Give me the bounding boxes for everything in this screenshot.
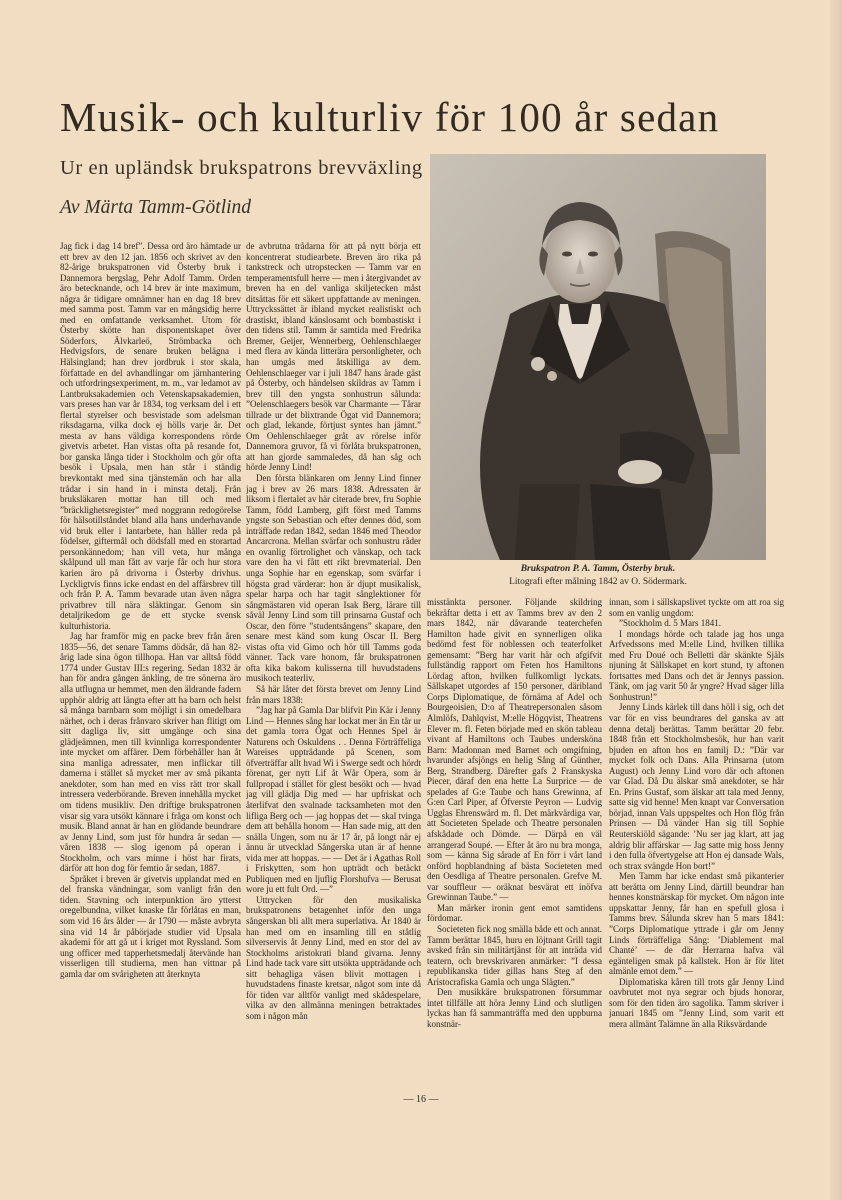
text-column-4 <box>609 597 784 1092</box>
paragraph: Jenny Linds kärlek till dans höll i sig, och det var för en viss beundrares del ganska av att denna detalj berättas. Tamm berättar 20 febr. 1848 från ett Stockholmsbesök, hur han varit bjuden en afton hos en familj D.: ”Där var mycket folk och Dans. Alla Prinsarna (utom August) och Jenny Lind voro där och aftonen var Glad. Då Du älskar små anekdoter, se här En. Prins Gustaf, som älskar att tala med Jenny, satte sig vid henne! Men knapt var Conversation börjad, innan Vals uppspeltes och Hon flög från Prinsen — Då vänder Han sig till Sophie Reuterskiöld sägande: ’Nu ser jag klart, att jag aldrig blir affärskar — Jag satte mig hoss Jenny i den fulla öfvertygelse att Hon ej dansade Wals, och strax svängde Hon bort!” <box>609 702 784 871</box>
paragraph: Diplomatiska kåren till trots går Jenny Lind oavbrutet mot nya segrar och bjuds honorar, som för den tiden äro sagolika. Tamm skriver i januari 1845 om ”Jenny Lind, som varit ett mera allmänt Talämne än alla Riksvärdande <box>609 976 784 1029</box>
paragraph: innan, som i sällskapslivet tyckte om att roa sig som en vanlig ungdom: <box>609 597 784 618</box>
paragraph: ”Stockholm d. 5 Mars 1841. <box>619 618 721 629</box>
paragraph: ”Jag har på Gamla Dar blifvit Pin Kär i Jenny Lind — Hennes sång har lockat mer än En tår ur det gamla torra Ögat och Hennes Spel är Naturens och Oskuldens . . Denna Förträffeliga Wareises uppträdande på Scenen, som öfverträffar allt hvad Wi i Swerge sedt och hördt förenat, ger nytt Lif åt Wår Opera, som är fullpropad i stället för glest besökt och — hvad jag vill glädja Dig med — har upfriskat och återlifvat den svalnade tacksamheten mot den lifliga Berg och — jag hoppas det — skal tvinga dem att behålla honom — Han sade mig, att den snälla Ungen, som nu är 17 år, på longt när ej ännu är utvecklad Sångerska utan är af henne vida mer att hoppas. — — Det är i Agathas Roll i Friskytten, som hon upträdt och betäckt Publiquen med en ljuflig Florshufva — Berusat wore ju ett fult Ord. —” <box>246 705 421 895</box>
paragraph: Man märker ironin gent emot samtidens fördomar. <box>427 902 602 924</box>
paragraph: Societeten fick nog smälla både ett och annat. Tamm berättar 1845, huru en löjtnant Grill tagit avsked från sin militärtjänst för att inträda vid teatern, och brevskrivaren anmärker: ”I dessa republikanska tider gillas hans Steg af den Aristocrafiska Gamla och unga Slägten.” <box>427 923 602 987</box>
portrait-illustration <box>430 154 766 560</box>
paragraph: I mondags hörde och talade jag hos unga Arfvedssons med M:elle Lind, hvilken tillika med Fru Doué och Belletti där skänkte Själs njuning åt Sällskapet en kort stund, ty aftonen fortsattes med Dans och det är Jennys passion. Tänk, om jag varit 50 år yngre? Hvad säger lilla Sonhustrun!” <box>609 628 784 702</box>
portrait-caption <box>430 563 766 589</box>
article-subtitle: Ur en upländsk brukspatrons brevväxling <box>60 157 423 179</box>
text-column-1 <box>60 241 241 1092</box>
caption-credit: Litografi efter målning 1842 av O. Södermark. <box>509 577 687 587</box>
paragraph: Så här låter det första brevet om Jenny Lind från mars 1838: <box>246 683 421 705</box>
paragraph: Uttrycken för den musikaliska brukspatronens betagenhet inför den unga sångerskan bli allt mera superlativa. År 1840 är han med om en insamling till en ståtlig silverservis åt Jenny Lind, med en stor del av Stockholms aristokrati bland givarna. Jenny Lind hade tack vare sitt utsökta uppträdande och sitt behagliga väsen blivit mottagen i huvudstadens finaste kretsar, något som inte då för tiden var alltför vanligt med skådespelare, vilka av den allmänna meningen betraktades som i någon mån <box>246 894 421 1021</box>
page-number: — 16 — <box>403 1094 439 1105</box>
paragraph: misstänkta personer. Följande skildring bekräftar detta i ett av Tamms brev av den 2 mars 1842, när dåvarande teaterchefen Hamilton hade givit en synnerligen olika bedömd fest för noblessen och teaterfolket gemensamt: ”Berg har varit här och afgifvit fullständig rapport om Feten hos Hamiltons Lördag afton, hvilken fullkomligt lyckats. Sällskapet utgordes af 150 personer, däribland Corps Diplomatique, de förnäma af Adel och Bourgeoisien, D:o af Theatrepersonalen såsom Almlöfs, Dahlqvist, M:elle Högqvist, Theatrens Elever m. fl. Feten började med en skön tableau vivant af Hamiltons och Taubes underskönа Barn: Madonnan med Barnet och omgifning, hvarunder afsjöngs en helig Sång af Günther, Berg, Strandberg. Därefter gafs 2 Franskyska Piecer, däraf den ena hette La Surprice — de spelades af G:e Taube och hans Grewinna, af G:en Carl Piper, af Öfverste Peyron — Ludvig Ugglas Ehrenswärd m. fl. Det märkvärdiga var, att Societeten Spelade och Theatre personalen afskådade och Dömde. — Därpå en väl arrangerad Soupé. — Efter åt äro nu bra monga, som — känna Sig sårade af En förr i vårt land onförd hopblandning af bästa Societeten med den Oesdliga af Theatre personalen. Grefve M. var souffleur — oräknat besvärat ett inöfva Grewinnan Taube.” — <box>427 597 602 903</box>
paragraph: de avbrutna trådarna för att på nytt börja ett koncentrerat studiearbete. Breven äro rika på tankstreck och utropstecken — Tamm var en temperamentsfull herre — men i återgivandet av breven ha en del vanliga skiljetecken måst ditsättas för ett säkert uppfattande av meningen. Uttryckssättet är ibland mycket realistiskt och drastiskt, ibland känslosamt och bombastiskt i den tidens stil. Tamm är samtida med Fredrika Bremer, Geijer, Wennerberg, Oehlenschlaeger med flera av kända litterära personligheter, och han umgås med åtskilliga av dem. Oehlenschlaeger var i juli 1847 hans ärade gäst på Österby, och händelsen skildras av Tamm i brev till den yngsta sonhustrun sålunda: ”Oelenschlaegers besök var Charmante — Tårar tillrade ur det blixtrande Ögat vid Dannemora; och glad, lekande, förtjust syntes han jämnt.” Om Oehlenschlaeger gråt av rörelse inför Dannemora gruvor, få vi förlåta brukspatronen, att han gjorde sammaledes, då han såg och hörde Jenny Lind! <box>246 241 421 473</box>
text-column-2 <box>246 241 421 1092</box>
paragraph: Den första blänkaren om Jenny Lind finner jag i brev av 26 mars 1838. Adressaten är liksom i flertalet av här citerade brev, fru Sophie Tamm, född Lamberg, gift först med Tamms yngste son Sebastian och efter dennes död, som inträffade redan 1842, sedan 1846 med Theodor Ancarcrona. Mellan svärfar och sonhustru råder en ovanlig förtrolighet och vänskap, och tack vare den ha vi fått ett rikt brevmaterial. Den unga Sophie har en egenskap, som svärfar i högsta grad värderar: hon är djupt musikalisk, spelar harpa och har tagit sånglektioner för sångmästaren vid operan Isak Berg, lärare till såväl Jenny Lind som till prinsarna Gustaf och Oscar, den förre ”studentsångens” skapare, den senare mest känd som kung Oscar II. Berg vistas ofta vid Gimo och hör till Tamms goda vänner. Tack vare honom, får brukspatronen ofta kika bakom kulisserna till huvudstadens musikoch teaterliv. <box>246 473 421 684</box>
caption-title: Brukspatron P. A. Tamm, Österby bruk. <box>520 564 676 574</box>
paragraph: Den musikkäre brukspatronen försummar intet tillfälle att höra Jenny Lind och slutligen lyckas han få sammanträffa med den uppburna konstnär- <box>427 987 602 1029</box>
paragraph: Jag fick i dag 14 bref”. Dessa ord äro hämtade ur ett brev av den 12 jan. 1856 och skrivet av den 82-årige brukspatronen vid Österby bruk i Dannemora bergslag, Pehr Adolf Tamm. Orden äro betecknande, och 14 brev är inte maximum, några år tidigare omnämner han en dag 18 brev med samma post. Tamm var en mångsidig herre med en omfattande verksamhet. Utom för Österby skötte han disponentskapet över Söderfors, Älvkarleö, Strömbacka och Hedvigsfors, de senare bruken belägna i Hälsingland; han drev jordbruk i stor skala, författade en del avhandlingar om järnhantering och utfordringsexperiment, m. m., var ledamot av Lantbruksakademien och Vetenskapsakademien, vars preses han var år 1834, tog verksam del i ett flertal styrelser och besvistade som adelsman riksdagarna, vilka dock ej hölls varje år. Det mesta av hans väldiga korrespondens rörde givetvis arbetet. Han vistas ofta på resande fot, bor ganska långa tider i Stockholm och gör ofta besök i Upsala, men han står i ständig brevkontakt med sina tjänstemän och har alla trådar i sin hand in i minsta detalj. Från bruksläkaren mottar han till och med ”bräcklighetsregister” med noggrann redogörelse för hälsotillståndet bland alla hans underhavande vid bruk eller i lantarbete, han håller reda på födelser, giftermål och dödsfall med en storartad personkännedom; han vill veta, hur många skålpund ull man fått av varje får och hur stora karien äro på drivorna i Österby drivhus. Lyckligtvis finns icke endast en del affärsbrev till och från P. A. Tamm bevarade utan även några privatbrev till nära släktingar. Genom sin detaljrikedom ge de ett stycke svensk kulturhistoria. <box>60 241 241 631</box>
paragraph: Jag har framför mig en packe brev från åren 1835—56, det senare Tamms dödsår, då han 82-årig lade sina ögon tillhopa. Han var alltså född 1774 under Gustav III:s regering. Sedan 1832 är han för andra gången änkling, de tre sönerna äro alla utflugna ur hemmet, men den äldrande fadern upphör aldrig att längta efter att ha barn och helst så många barnbarn som möjligt i sin omedelbara närhet, och i deras frånvaro skriver han flitigt om sitt dagliga liv, sitt umgänge och sina glädjeämnen, men till kvinnliga korrespondenter inte mycket om affärer. Dem förbehåller han åt sina manliga adressater, men inflickar till damerna i stället så mycket mer av små pikanta anekdoter, som han med en viss rätt tror skall intressera vederbörande. Breven innehålla mycket om tidens musikliv. Den driftige brukspatronen visar sig vara utsökt kännare i fråga om konst och musik. Bland annat är han en glödande beundrare av Jenny Lind, som just för hundra år sedan — våren 1838 — slog igenom på operan i Stockholm, och vars minne i höst har firats, därför att hon dog för femtio år sedan, 1887. <box>60 631 241 874</box>
article-title: Musik- och kulturliv för 100 år sedan <box>60 94 720 140</box>
paragraph: Språket i breven är givetvis upplandat med en del franska vändningar, som vanligt från den tiden. Stavning och interpunktion äro ytterst oregelbundna, vilket knaske får förlåtas en man, som vid 16 års ålder — år 1790 — måste avbryta sina vid 14 år påbörjade studier vid Upsala akademi för att gå ut i kriget mot Ryssland. Som ung officer med tapperhetsmedalj återvände han visserligen till studierna, men han vittnar på gamla dar om svårigheten att återknyta <box>60 873 241 979</box>
text-column-3 <box>427 597 602 1092</box>
page-edge <box>830 0 842 1200</box>
article-byline: Av Märta Tamm-Götlind <box>60 197 252 218</box>
portrait-lithograph <box>430 154 766 560</box>
paragraph: Men Tamm har icke endast små pikanterier att berätta om Jenny Lind, därtill beundrar han hennes konstnärskap för mycket. Om någon inte uppskattar Jenny, får han en spefull glosa i Tamms brev. Sålunda skrev han 5 mars 1841: ”Corps Diplomatique yttrade i går om Jenny Linds förträffeliga Sång: ’Diablement mal Chanté’ — de där Herrarna hafva väl egänteligen smak på kallstek. Hon är för litet almänle emot dem.” — <box>609 871 784 977</box>
